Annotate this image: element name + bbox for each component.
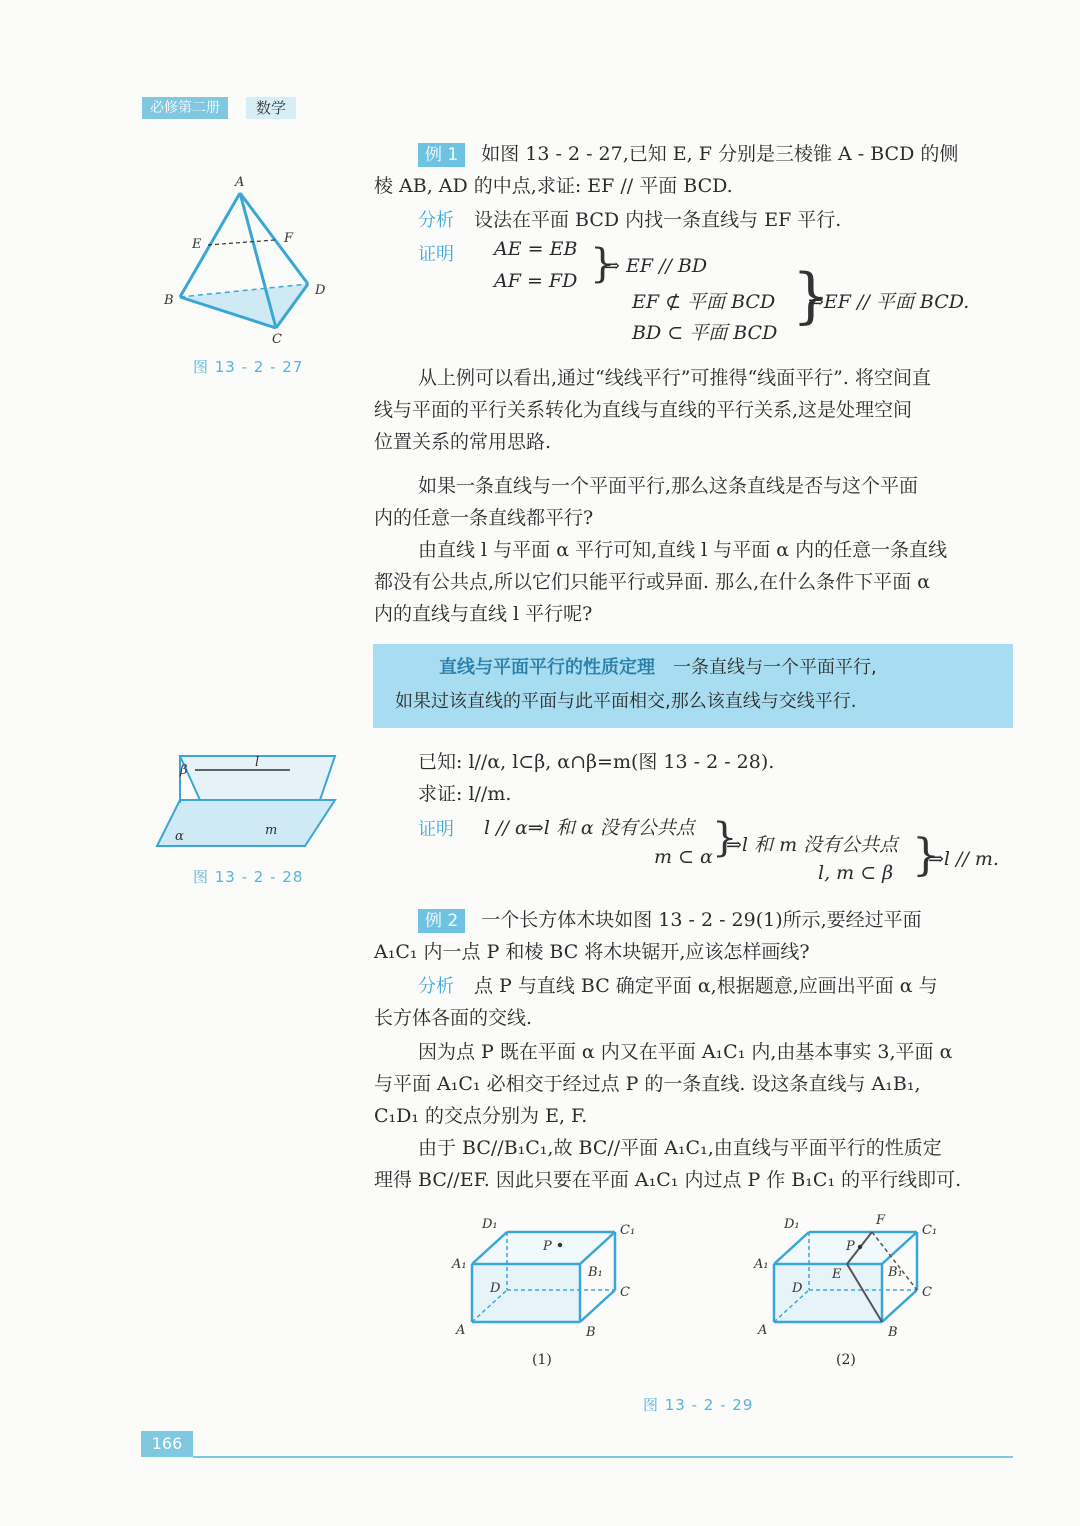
book-tag: 必修第二册	[142, 97, 228, 119]
label-B: B	[164, 293, 174, 308]
label-m: m	[265, 823, 278, 838]
proof1-step4: EF ⊄ 平面 BCD	[632, 291, 776, 313]
example2-tag: 例 2	[418, 909, 465, 933]
proof1-step6: BD ⊂ 平面 BCD	[632, 322, 778, 344]
brace: }	[912, 830, 940, 881]
label-l: l	[255, 755, 260, 770]
label-F: F	[876, 1213, 886, 1228]
label-D: D	[490, 1281, 501, 1296]
footer-rule	[193, 1456, 1013, 1458]
subcaption-1: (1)	[532, 1352, 552, 1368]
figure-caption-27: 图 13 - 2 - 27	[193, 358, 304, 376]
label-C: C	[922, 1285, 932, 1300]
paragraph-3: 由直线 l 与平面 α 平行可知,直线 l 与平面 α 内的任意一条直线 都没有公共点,所以它们只能平行或异面. 那么,在什么条件下平面 α 内的直线与直线 l 平行呢?	[374, 539, 948, 625]
figure-tetrahedron	[160, 170, 340, 350]
label-A: A	[235, 175, 245, 190]
proof1-step2: AF = FD	[494, 270, 578, 292]
label-A: A	[456, 1323, 466, 1338]
label-E: E	[832, 1267, 842, 1282]
label-P: P	[846, 1239, 855, 1254]
figure-planes	[155, 748, 340, 853]
proof2-step4: l, m ⊂ β	[818, 862, 894, 884]
theorem-text-2: 如果过该直线的平面与此平面相交,那么该直线与交线平行.	[395, 691, 857, 712]
figure-cuboid-2	[752, 1212, 952, 1342]
paragraph-1: 从上例可以看出,通过“线线平行”可推得“线面平行”. 将空间直 线与平面的平行关系转化为直线与直线的平行关系,这是处理空间 位置关系的常用思路.	[374, 367, 931, 453]
example1-tag: 例 1	[418, 143, 465, 167]
figure-caption-28: 图 13 - 2 - 28	[193, 868, 304, 886]
subject-tag: 数学	[246, 97, 296, 119]
label-A1: A₁	[452, 1257, 467, 1272]
label-D1: D₁	[482, 1217, 498, 1232]
example1-proof-tag: 证明	[418, 244, 454, 265]
page-number: 166	[141, 1431, 193, 1457]
label-B: B	[586, 1325, 596, 1340]
example1-analysis: 分析 设法在平面 BCD 内找一条直线与 EF 平行.	[418, 209, 842, 231]
theorem-title: 直线与平面平行的性质定理	[439, 657, 655, 678]
paragraph-2: 如果一条直线与一个平面平行,那么这条直线是否与这个平面 内的任意一条直线都平行?	[374, 475, 919, 529]
brace: }	[590, 241, 616, 287]
example2-para-c: 由于 BC//B₁C₁,故 BC//平面 A₁C₁,由直线与平面平行的性质定 理得 BC//EF. 因此只要在平面 A₁C₁ 内过点 P 作 B₁C₁ 的平行线即可.	[374, 1137, 962, 1191]
proof2-tag: 证明	[418, 819, 454, 840]
label-A1: A₁	[754, 1257, 769, 1272]
proof2-step5: ⇒l // m.	[928, 848, 999, 870]
proof1-step5: ⇒EF // 平面 BCD.	[808, 291, 970, 313]
label-alpha: α	[175, 829, 184, 844]
proof2-step1: l // α⇒l 和 α 没有公共点	[484, 817, 695, 839]
figure-caption-29: 图 13 - 2 - 29	[643, 1396, 754, 1414]
proof1-step3: ⇒ EF // BD	[604, 255, 708, 277]
label-B: B	[888, 1325, 898, 1340]
example2-para-b: 因为点 P 既在平面 α 内又在平面 A₁C₁ 内,由基本事实 3,平面 α 与平面 A₁C₁ 必相交于经过点 P 的一条直线. 设这条直线与 A₁B₁, C₁D₁ 的交点分别为 E, F.	[374, 1041, 953, 1127]
brace: }	[712, 815, 738, 861]
proof2-step2: m ⊂ α	[654, 846, 713, 868]
example1-line1: 例 1 如图 13 - 2 - 27,已知 E, F 分别是三棱锥 A - BCD 的侧	[418, 138, 958, 170]
example2-line1: 例 2 一个长方体木块如图 13 - 2 - 29(1)所示,要经过平面	[418, 904, 922, 936]
label-C: C	[272, 332, 282, 347]
label-F: F	[284, 231, 294, 246]
example2-line2: A₁C₁ 内一点 P 和棱 BC 将木块锯开,应该怎样画线?	[374, 941, 810, 963]
proof1-step1: AE = EB	[494, 238, 578, 260]
label-B1: B₁	[888, 1265, 903, 1280]
label-C1: C₁	[922, 1223, 938, 1238]
brace: }	[792, 261, 831, 331]
example2-analysis: 分析 点 P 与直线 BC 确定平面 α,根据题意,应画出平面 α 与	[418, 975, 938, 997]
figure-cuboid-1	[450, 1212, 650, 1342]
label-C: C	[620, 1285, 630, 1300]
given-statement: 已知: l//α, l⊂β, α∩β=m(图 13 - 2 - 28).	[418, 751, 775, 773]
label-beta: β	[180, 763, 188, 778]
example1-line2: 棱 AB, AD 的中点,求证: EF // 平面 BCD.	[374, 175, 733, 197]
theorem-box	[373, 644, 1013, 728]
example2-analysis-2: 长方体各面的交线.	[374, 1007, 533, 1029]
label-B1: B₁	[588, 1265, 603, 1280]
label-D: D	[792, 1281, 803, 1296]
label-E: E	[192, 237, 202, 252]
label-D1: D₁	[784, 1217, 800, 1232]
prove-statement: 求证: l//m.	[418, 783, 512, 805]
theorem-text-1: 一条直线与一个平面平行,	[673, 657, 877, 678]
label-D: D	[315, 283, 326, 298]
label-A: A	[758, 1323, 768, 1338]
subcaption-2: (2)	[836, 1352, 856, 1368]
label-P: P	[543, 1239, 552, 1254]
label-C1: C₁	[620, 1223, 636, 1238]
proof2-step3: ⇒l 和 m 没有公共点	[726, 834, 899, 856]
